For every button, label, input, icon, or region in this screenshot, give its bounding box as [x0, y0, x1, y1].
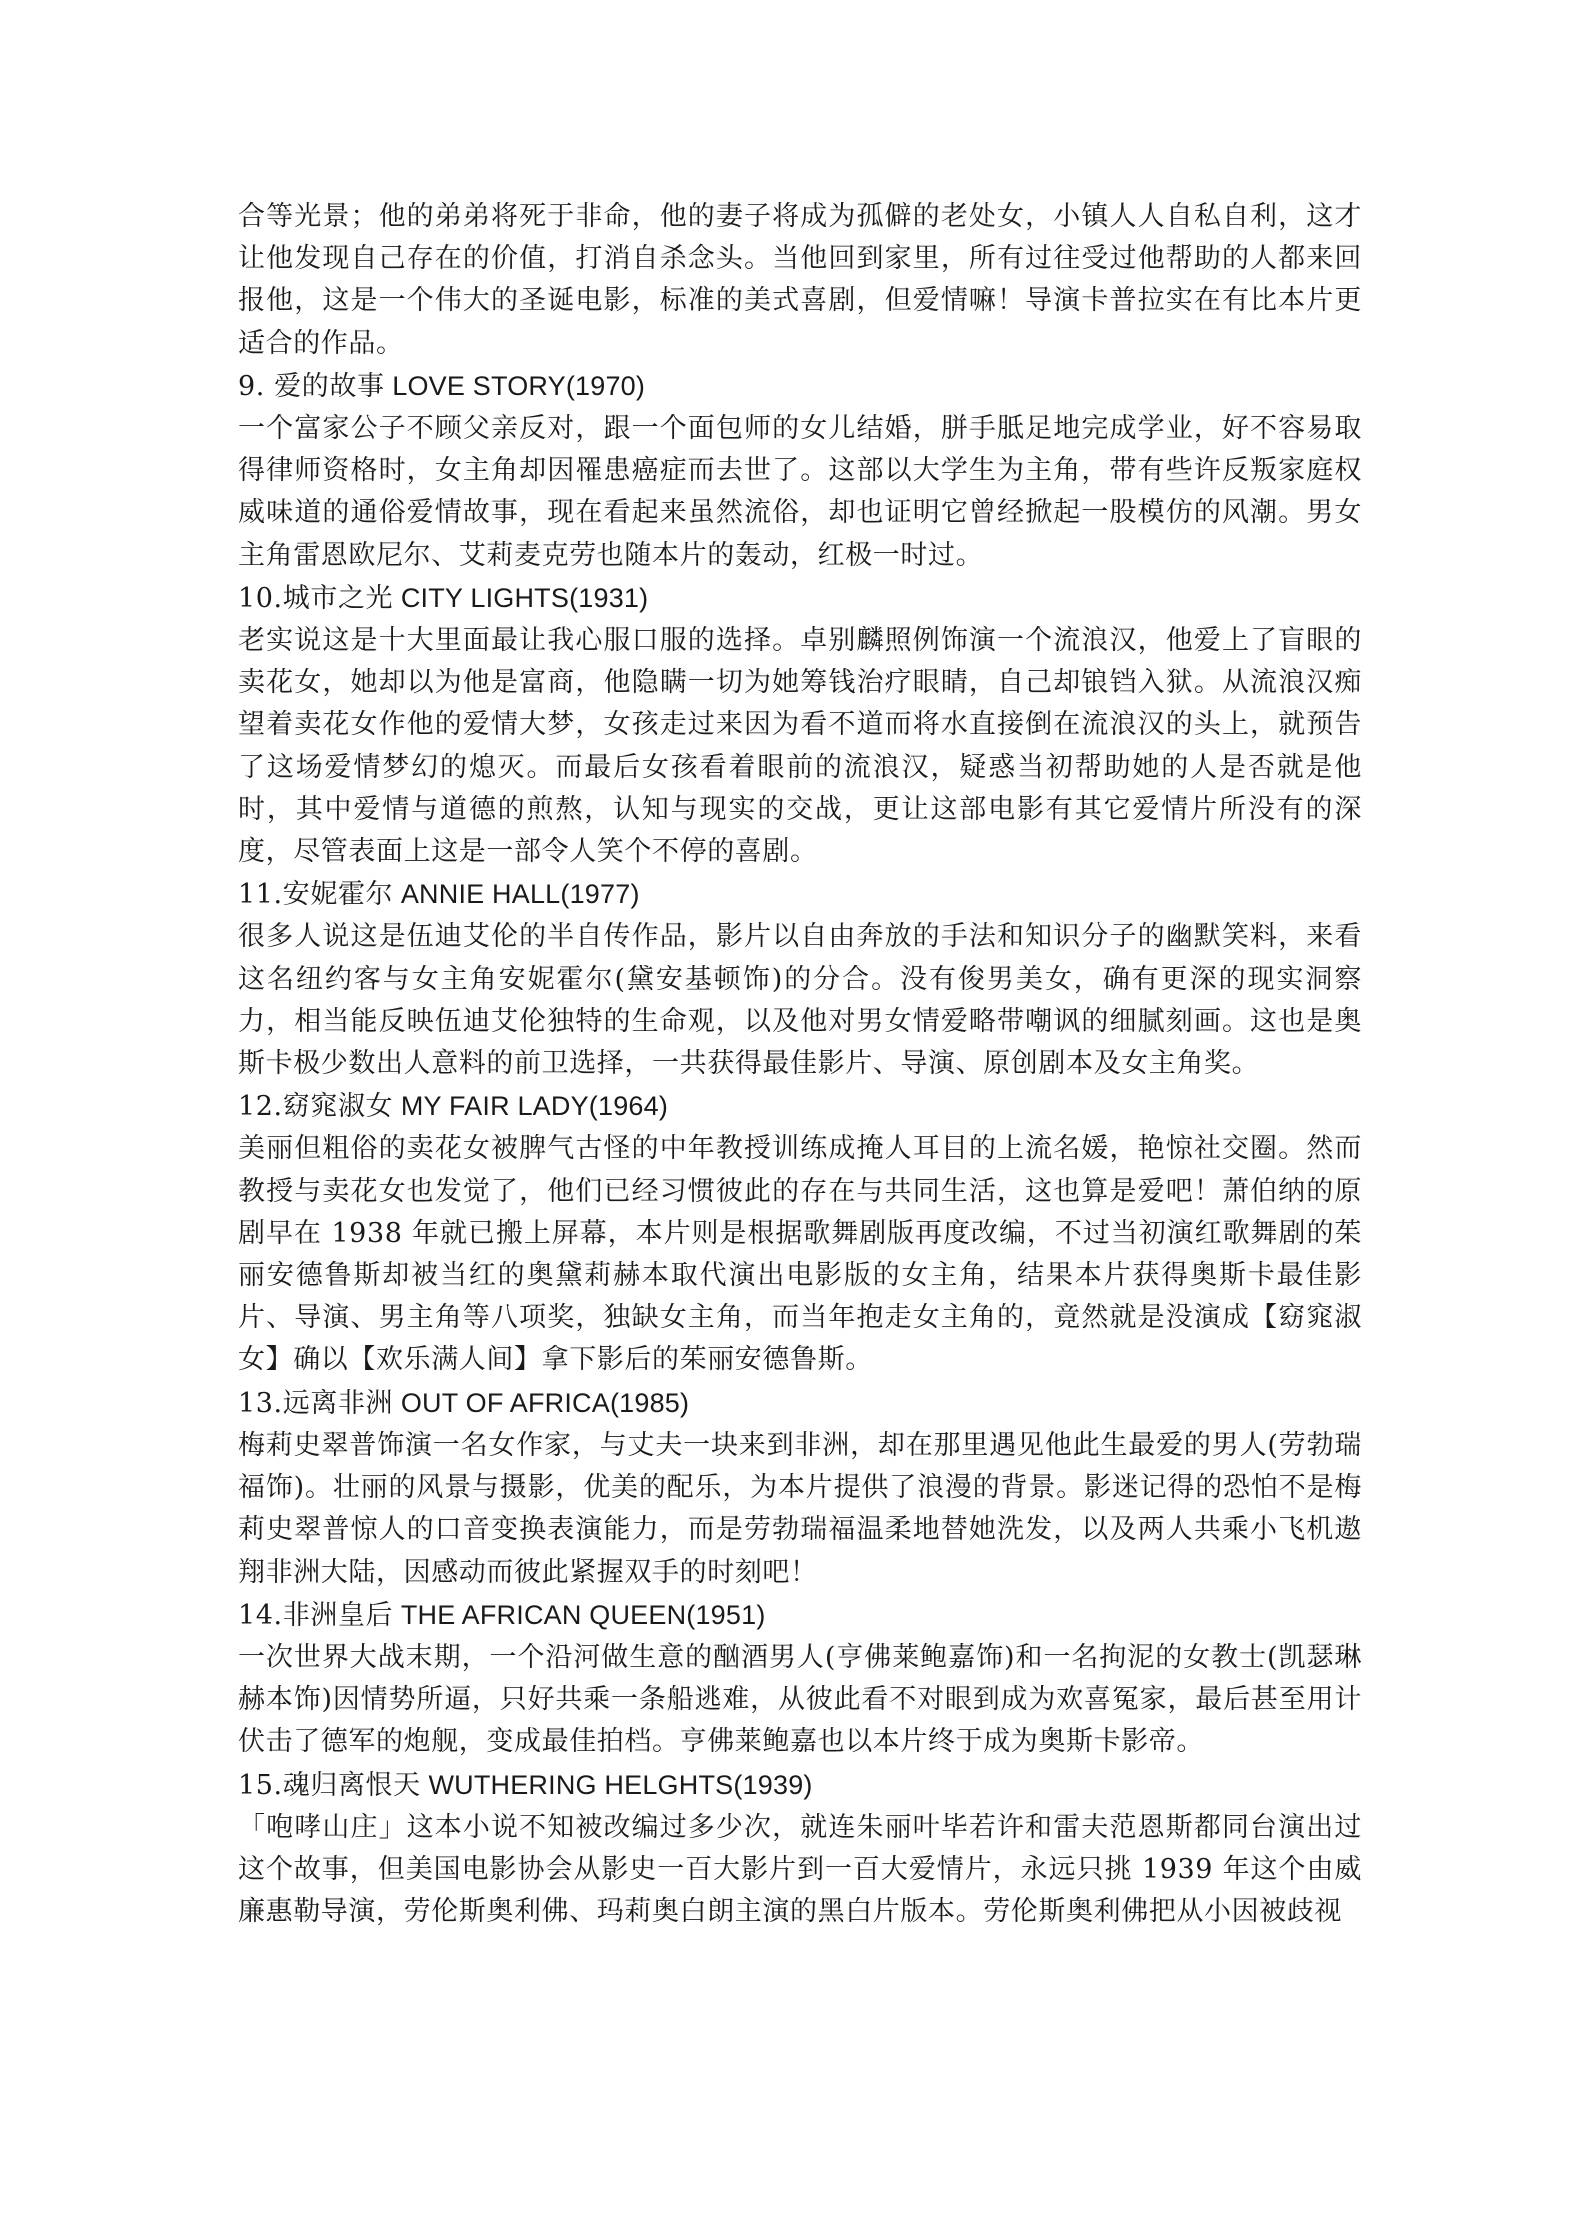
entry-heading	[238, 1382, 1362, 1425]
entry-heading	[238, 1085, 1362, 1128]
entry-description: 「咆哮山庄」这本小说不知被改编过多少次，就连朱丽叶毕若许和雷夫范恩斯都同台演出过这个故事，但美国电影协会从影史一百大影片到一百大爱情片，永远只挑 1939 年这个由威廉惠勒导演，劳伦斯奥利佛、玛莉奥白朗主演的黑白片版本。劳伦斯奥利佛把从小因被歧视	[238, 1811, 1362, 1928]
intro-paragraph: 合等光景；他的弟弟将死于非命，他的妻子将成为孤僻的老处女，小镇人人自私自利，这才让他发现自己存在的价值，打消自杀念头。当他回到家里，所有过往受过他帮助的人都来回报他，这是一个伟大的圣诞电影，标准的美式喜剧，但爱情嘛！导演卡普拉实在有比本片更适合的作品。	[238, 201, 1362, 359]
entry-14	[238, 1594, 1362, 1764]
entry-heading	[238, 577, 1362, 620]
entry-number-title: 10.城市之光	[238, 582, 394, 614]
entry-number-title: 11.安妮霍尔	[238, 879, 394, 911]
entry-description: 一个富家公子不顾父亲反对，跟一个面包师的女儿结婚，胼手胝足地完成学业，好不容易取得律师资格时，女主角却因罹患癌症而去世了。这部以大学生为主角，带有些许反叛家庭权威味道的通俗爱情故事，现在看起来虽然流俗，却也证明它曾经掀起一股模仿的风潮。男女主角雷恩欧尼尔、艾莉麦克劳也随本片的轰动，红极一时过。	[238, 413, 1362, 571]
document-page	[238, 196, 1362, 1933]
entry-number-title: 15.魂归离恨天	[238, 1769, 421, 1801]
entry-description: 老实说这是十大里面最让我心服口服的选择。卓别麟照例饰演一个流浪汉，他爱上了盲眼的卖花女，她却以为他是富商，他隐瞒一切为她筹钱治疗眼睛，自己却锒铛入狱。从流浪汉痴望着卖花女作他的爱情大梦，女孩走过来因为看不道而将水直接倒在流浪汉的头上，就预告了这场爱情梦幻的熄灭。而最后女孩看着眼前的流浪汉，疑惑当初帮助她的人是否就是他时，其中爱情与道德的煎熬，认知与现实的交战，更让这部电影有其它爱情片所没有的深度，尽管表面上这是一部令人笑个不停的喜剧。	[238, 625, 1362, 868]
entry-original-title: THE AFRICAN QUEEN(1951)	[393, 1599, 766, 1630]
entry-description: 梅莉史翠普饰演一名女作家，与丈夫一块来到非洲，却在那里遇见他此生最爱的男人(劳勃瑞福饰)。壮丽的风景与摄影，优美的配乐，为本片提供了浪漫的背景。影迷记得的恐怕不是梅莉史翠普惊人的口音变换表演能力，而是劳勃瑞福温柔地替她洗发，以及两人共乘小飞机遨翔非洲大陆，因感动而彼此紧握双手的时刻吧！	[238, 1429, 1362, 1588]
entry-10	[238, 577, 1362, 873]
entry-original-title: WUTHERING HELGHTS(1939)	[420, 1769, 813, 1800]
entry-9	[238, 365, 1362, 577]
entry-heading	[238, 365, 1362, 408]
entry-15	[238, 1764, 1362, 1934]
entry-original-title: ANNIE HALL(1977)	[393, 879, 640, 910]
entry-original-title: LOVE STORY(1970)	[384, 370, 646, 401]
entry-heading	[238, 1594, 1362, 1637]
entry-description: 一次世界大战末期，一个沿河做生意的酗酒男人(亨佛莱鲍嘉饰)和一名拘泥的女教士(凯瑟琳赫本饰)因情势所逼，只好共乘一条船逃难，从彼此看不对眼到成为欢喜冤家，最后甚至用计伏击了德军的炮舰，变成最佳拍档。亨佛莱鲍嘉也以本片终于成为奥斯卡影帝。	[238, 1641, 1362, 1758]
entry-13	[238, 1382, 1362, 1594]
entry-number-title: 9. 爱的故事	[238, 370, 385, 402]
entry-original-title: MY FAIR LADY(1964)	[393, 1091, 669, 1122]
entry-number-title: 12.窈窕淑女	[238, 1091, 394, 1123]
entry-number-title: 14.非洲皇后	[238, 1599, 394, 1631]
entry-description: 美丽但粗俗的卖花女被脾气古怪的中年教授训练成掩人耳目的上流名媛，艳惊社交圈。然而教授与卖花女也发觉了，他们已经习惯彼此的存在与共同生活，这也算是爱吧！萧伯纳的原剧早在 1938 年就已搬上屏幕，本片则是根据歌舞剧版再度改编，不过当初演红歌舞剧的茱丽安德鲁斯却被当红的奥黛莉赫本取代演出电影版的女主角，结果本片获得奥斯卡最佳影片、导演、男主角等八项奖，独缺女主角，而当年抱走女主角的，竟然就是没演成【窈窕淑女】确以【欢乐满人间】拿下影后的茱丽安德鲁斯。	[238, 1133, 1362, 1376]
entry-heading	[238, 1764, 1362, 1807]
entry-heading	[238, 873, 1362, 916]
entry-12	[238, 1085, 1362, 1381]
entry-description: 很多人说这是伍迪艾伦的半自传作品，影片以自由奔放的手法和知识分子的幽默笑料，来看这名纽约客与女主角安妮霍尔(黛安基顿饰)的分合。没有俊男美女，确有更深的现实洞察力，相当能反映伍迪艾伦独特的生命观，以及他对男女情爱略带嘲讽的细腻刻画。这也是奥斯卡极少数出人意料的前卫选择，一共获得最佳影片、导演、原创剧本及女主角奖。	[238, 921, 1362, 1080]
entry-original-title: CITY LIGHTS(1931)	[393, 582, 649, 613]
entry-number-title: 13.远离非洲	[238, 1387, 394, 1419]
entry-11	[238, 873, 1362, 1085]
entry-original-title: OUT OF AFRICA(1985)	[393, 1387, 690, 1418]
